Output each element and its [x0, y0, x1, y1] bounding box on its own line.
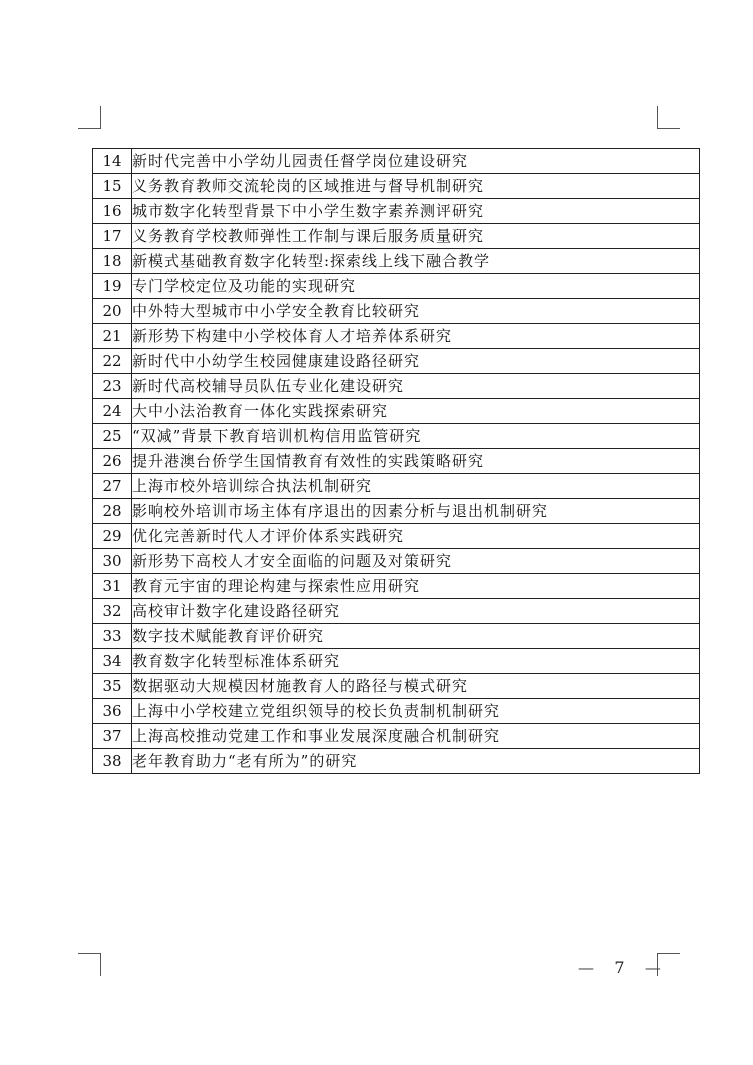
crop-mark-bottom-left	[78, 953, 101, 976]
row-number: 35	[93, 674, 132, 699]
row-number: 19	[93, 274, 132, 299]
row-title: 数字技术赋能教育评价研究	[132, 624, 700, 649]
row-number: 21	[93, 324, 132, 349]
table-row	[93, 449, 700, 474]
row-title: 数据驱动大规模因材施教育人的路径与模式研究	[132, 674, 700, 699]
table-row	[93, 274, 700, 299]
row-title: 上海市校外培训综合执法机制研究	[132, 474, 700, 499]
row-number: 30	[93, 549, 132, 574]
row-number: 31	[93, 574, 132, 599]
row-title: 新形势下构建中小学校体育人才培养体系研究	[132, 324, 700, 349]
row-number: 22	[93, 349, 132, 374]
row-title: 教育数字化转型标准体系研究	[132, 649, 700, 674]
row-number: 14	[93, 149, 132, 174]
row-title: 上海中小学校建立党组织领导的校长负责制机制研究	[132, 699, 700, 724]
row-number: 24	[93, 399, 132, 424]
table-row	[93, 299, 700, 324]
row-title: 老年教育助力“老有所为”的研究	[132, 749, 700, 774]
table-row	[93, 399, 700, 424]
row-title: 中外特大型城市中小学安全教育比较研究	[132, 299, 700, 324]
row-number: 26	[93, 449, 132, 474]
row-number: 29	[93, 524, 132, 549]
table-row	[93, 649, 700, 674]
table-row	[93, 749, 700, 774]
page-footer	[578, 958, 661, 977]
research-topics-table	[92, 148, 700, 774]
table-row	[93, 624, 700, 649]
table-row	[93, 324, 700, 349]
footer-dash-right: —	[644, 958, 661, 977]
row-number: 36	[93, 699, 132, 724]
table-row	[93, 474, 700, 499]
table-row	[93, 174, 700, 199]
row-title: 提升港澳台侨学生国情教育有效性的实践策略研究	[132, 449, 700, 474]
row-number: 32	[93, 599, 132, 624]
row-number: 34	[93, 649, 132, 674]
row-title: 新时代中小幼学生校园健康建设路径研究	[132, 349, 700, 374]
table-row	[93, 699, 700, 724]
row-title: 新形势下高校人才安全面临的问题及对策研究	[132, 549, 700, 574]
crop-mark-top-right	[657, 106, 680, 129]
table-body	[93, 149, 700, 774]
row-number: 16	[93, 199, 132, 224]
row-title: 大中小法治教育一体化实践探索研究	[132, 399, 700, 424]
row-number: 38	[93, 749, 132, 774]
row-title: 新时代高校辅导员队伍专业化建设研究	[132, 374, 700, 399]
row-number: 23	[93, 374, 132, 399]
table-row	[93, 674, 700, 699]
row-number: 20	[93, 299, 132, 324]
table-row	[93, 424, 700, 449]
table-row	[93, 224, 700, 249]
row-title: 新模式基础教育数字化转型:探索线上线下融合教学	[132, 249, 700, 274]
row-number: 25	[93, 424, 132, 449]
row-title: 义务教育学校教师弹性工作制与课后服务质量研究	[132, 224, 700, 249]
row-title: 新时代完善中小学幼儿园责任督学岗位建设研究	[132, 149, 700, 174]
row-number: 28	[93, 499, 132, 524]
row-title: 城市数字化转型背景下中小学生数字素养测评研究	[132, 199, 700, 224]
row-number: 33	[93, 624, 132, 649]
row-number: 17	[93, 224, 132, 249]
table-row	[93, 724, 700, 749]
table-row	[93, 549, 700, 574]
row-number: 27	[93, 474, 132, 499]
row-title: 上海高校推动党建工作和事业发展深度融合机制研究	[132, 724, 700, 749]
table-row	[93, 524, 700, 549]
footer-dash-left: —	[578, 958, 594, 977]
row-title: 专门学校定位及功能的实现研究	[132, 274, 700, 299]
row-title: “双减”背景下教育培训机构信用监管研究	[132, 424, 700, 449]
table-row	[93, 374, 700, 399]
crop-mark-top-left	[78, 106, 101, 129]
table-row	[93, 499, 700, 524]
row-title: 义务教育教师交流轮岗的区域推进与督导机制研究	[132, 174, 700, 199]
row-title: 教育元宇宙的理论构建与探索性应用研究	[132, 574, 700, 599]
row-number: 18	[93, 249, 132, 274]
row-title: 优化完善新时代人才评价体系实践研究	[132, 524, 700, 549]
table-row	[93, 249, 700, 274]
page-number: 7	[614, 958, 625, 977]
row-number: 37	[93, 724, 132, 749]
table-row	[93, 349, 700, 374]
row-title: 高校审计数字化建设路径研究	[132, 599, 700, 624]
table-row	[93, 574, 700, 599]
table-row	[93, 599, 700, 624]
table-row	[93, 199, 700, 224]
row-title: 影响校外培训市场主体有序退出的因素分析与退出机制研究	[132, 499, 700, 524]
row-number: 15	[93, 174, 132, 199]
table-row	[93, 149, 700, 174]
